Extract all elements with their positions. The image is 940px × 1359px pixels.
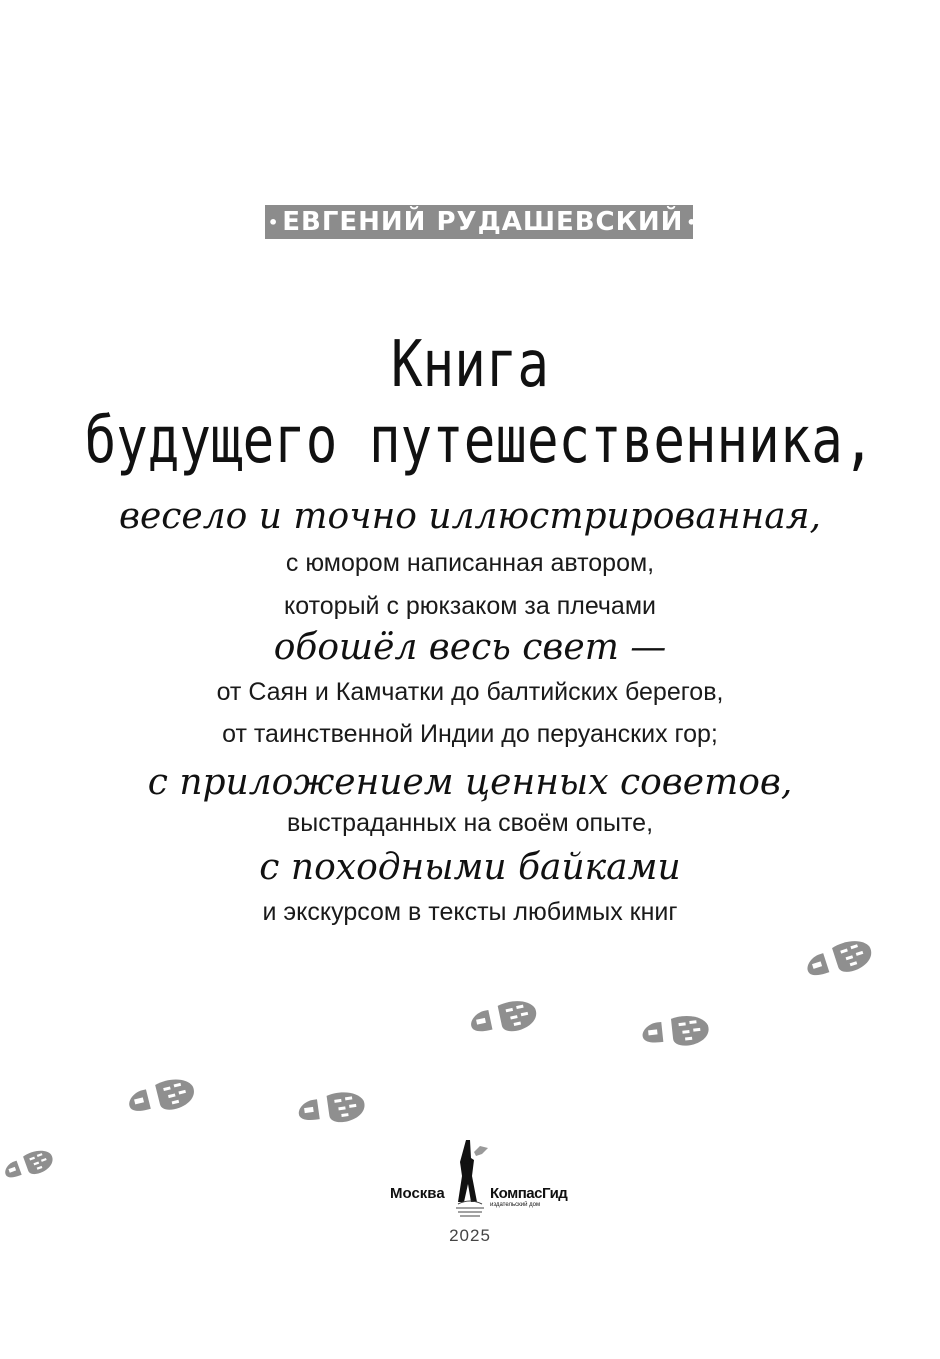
author-banner <box>265 205 698 239</box>
book-title-line-2: будущего путешественника, <box>84 404 875 478</box>
book-title-line-1: Книга <box>391 328 549 402</box>
publisher-city: Москва <box>390 1185 445 1202</box>
subtitle-line-2: с юмором написанная автором, <box>285 549 655 577</box>
bullet-icon: • <box>268 212 280 232</box>
subtitle-line-3: который с рюкзаком за плечами <box>284 592 656 620</box>
subtitle-line-7: с приложением ценных советов, <box>147 762 793 803</box>
subtitle-line-9: с походными байками <box>259 847 681 888</box>
subtitle-line-1: весело и точно иллюстрированная, <box>119 496 821 537</box>
subtitle-line-4: обошёл весь свет — <box>273 627 667 668</box>
bullet-icon: • <box>686 212 698 232</box>
statue-icon <box>444 1138 494 1228</box>
subtitle-line-10: и экскурсом в тексты любимых книг <box>262 898 678 926</box>
publisher-logo <box>384 1138 584 1228</box>
subtitle-line-8: выстраданных на своём опыте, <box>286 809 654 837</box>
publication-year: 2025 <box>449 1226 491 1245</box>
publisher-tagline: издательский дом <box>490 1202 541 1208</box>
publisher-name: КомпасГид <box>490 1185 568 1202</box>
subtitle-line-5: от Саян и Камчатки до балтийских берегов, <box>216 678 724 706</box>
subtitle-line-6: от таинственной Индии до перуанских гор; <box>222 720 718 748</box>
author-name: ЕВГЕНИЙ РУДАШЕВСКИЙ <box>282 207 684 237</box>
